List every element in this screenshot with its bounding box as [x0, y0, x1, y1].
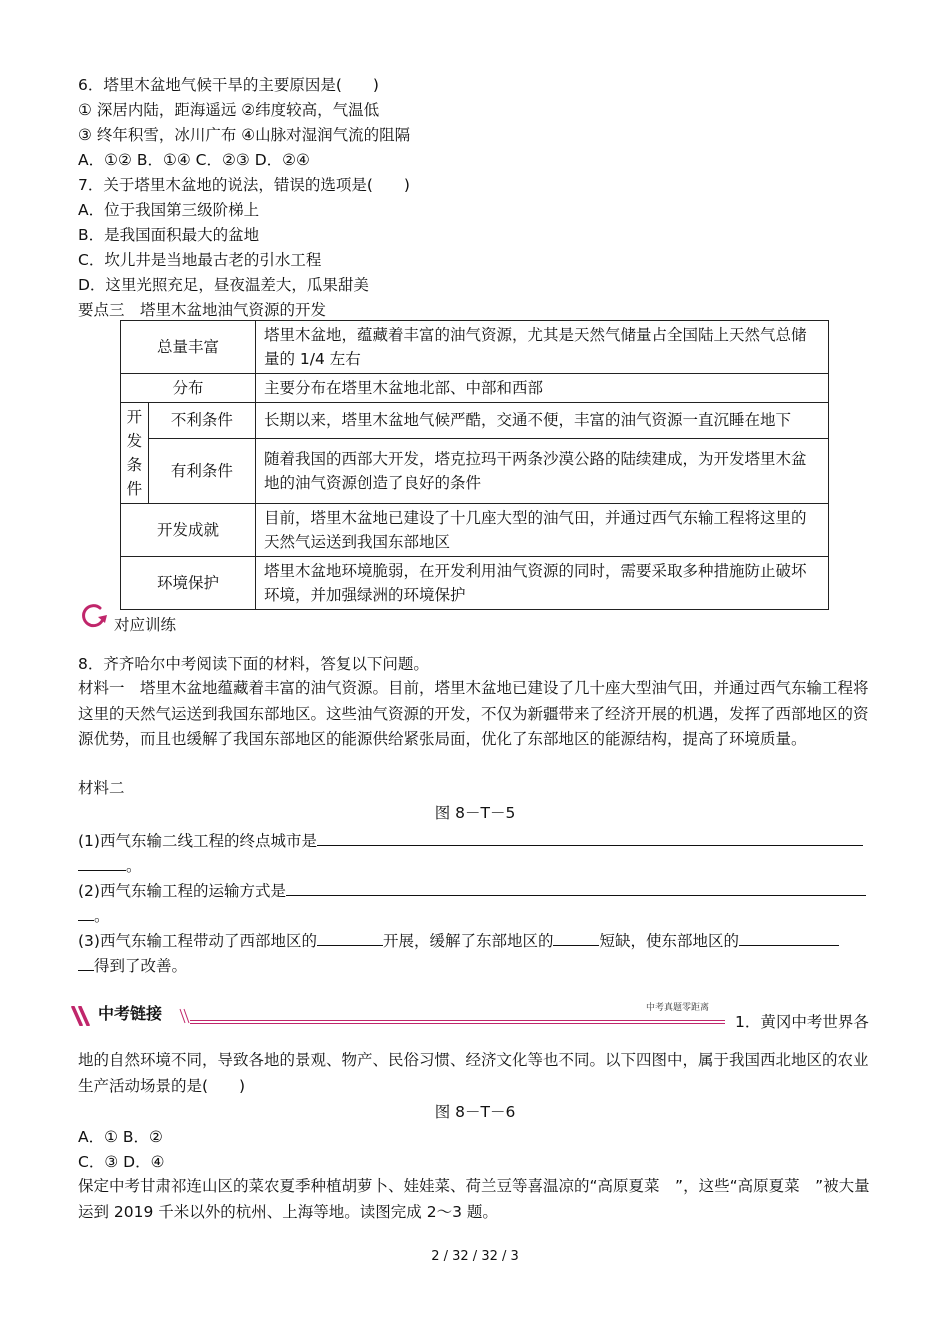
- q8-sub3-b: 开展，缓解了东部地区的: [382, 932, 554, 950]
- keypoint-title: 要点三 塔里木盆地油气资源的开发: [78, 301, 327, 319]
- q1-stem: 地的自然环境不同，导致各地的景观、物产、民俗习惯、经济文化等也不同。以下四图中，属于我国西北地区的农业生产活动场景的是( ): [78, 1051, 869, 1095]
- q8-sub2-cont: [78, 903, 110, 927]
- answer-blank[interactable]: [78, 953, 94, 971]
- q8-stem: 8．齐齐哈尔中考阅读下面的材料，答复以下问题。: [78, 655, 429, 673]
- answer-blank[interactable]: [317, 828, 863, 846]
- q8-material-1: 材料一 塔里木盆地蕴藏着丰富的油气资源。目前，塔里木盆地已建设了几十座大型油气田，并通过西气东输工程将这里的天然气运送到我国东部地区。这些油气资源的开发，不仅为新疆带来了经济开展的机遇，发挥了西部地区的资源优势，而且也缓解了我国东部地区的能源供给紧张局面，优化了东部地区的能源结构，提高了环境质量。: [78, 679, 869, 748]
- q8-sub3-c: 短缺，使东部地区的: [599, 932, 739, 950]
- page-footer: 2 / 32 / 32 / 3: [431, 1249, 519, 1264]
- row-heading: 总量丰富: [121, 321, 256, 374]
- q8-sub1-end: 。: [126, 857, 142, 875]
- table-row: [121, 438, 829, 503]
- row-text: 长期以来，塔里木盆地气候严酷，交通不便，丰富的油气资源一直沉睡在地下: [256, 403, 829, 439]
- keypoint-table: [120, 320, 829, 610]
- answer-blank[interactable]: [78, 903, 94, 921]
- table-row: [121, 374, 829, 403]
- figure-label-8-t-6: 图 8－T－6: [434, 1103, 516, 1121]
- row-subheading: 不利条件: [148, 403, 255, 439]
- q1-options-2: C．③ D．④: [78, 1153, 165, 1171]
- q6-options-2: ③ 终年积雪，冰川广布 ④山脉对湿润气流的阻隔: [78, 126, 411, 144]
- q8-sub3: [78, 928, 839, 952]
- q8-sub2-end: 。: [94, 907, 110, 925]
- group-heading-development-conditions: [121, 403, 149, 504]
- q8-sub1-cont: [78, 853, 142, 877]
- q8-sub3-a: (3)西气东输工程带动了西部地区的: [78, 932, 317, 950]
- answer-blank[interactable]: [553, 928, 599, 946]
- row-text: 随着我国的西部大开发，塔克拉玛干两条沙漠公路的陆续建成，为开发塔里木盆地的油气资源创造了良好的条件: [256, 438, 829, 503]
- table-row: [121, 557, 829, 610]
- q8-sub1: [78, 828, 863, 852]
- q8-sub1-text: (1)西气东输二线工程的终点城市是: [78, 832, 317, 850]
- table-row: [121, 321, 829, 374]
- figure-label-8-t-5: 图 8－T－5: [434, 804, 516, 822]
- row-heading: 环境保护: [121, 557, 256, 610]
- q8-sub2: [78, 878, 866, 902]
- table-row: [121, 403, 829, 439]
- banner-tagline: 中考真题零距离: [646, 1003, 710, 1013]
- group-heading-char: 件: [126, 480, 143, 498]
- row-heading: 开发成就: [121, 504, 256, 557]
- practice-label: 对应训练: [114, 616, 177, 634]
- row-subheading: 有利条件: [148, 438, 255, 503]
- q8-material-2: 材料二: [78, 779, 125, 797]
- answer-blank[interactable]: [739, 928, 839, 946]
- table-row: [121, 504, 829, 557]
- q7-option-d: D．这里光照充足，昼夜温差大，瓜果甜美: [78, 276, 369, 294]
- banner-slash-icon: [70, 1006, 92, 1026]
- answer-blank[interactable]: [78, 853, 126, 871]
- q8-sub3-d: 得到了改善。: [94, 957, 188, 975]
- banner-divider: [190, 1023, 725, 1024]
- q8-sub3-cont: [78, 953, 187, 977]
- banner-thin-slash-icon: [178, 1008, 192, 1024]
- banner-title: 中考链接: [98, 1004, 163, 1023]
- q6-options-1: ① 深居内陆，距海遥远 ②纬度较高，气温低: [78, 101, 380, 119]
- q6-stem: 6．塔里木盆地气候干旱的主要原因是( ): [78, 76, 379, 94]
- q1-options-1: A．① B．②: [78, 1128, 163, 1146]
- row-text: 主要分布在塔里木盆地北部、中部和西部: [256, 374, 829, 403]
- q2-intro: 保定中考甘肃祁连山区的菜农夏季种植胡萝卜、娃娃菜、荷兰豆等喜温凉的“高原夏菜 ”，这些“高原夏菜 ”被大量运到 2019 千米以外的杭州、上海等地。读图完成 2～3 题。: [78, 1177, 870, 1221]
- q6-answers: A．①② B．①④ C．②③ D．②④: [78, 151, 310, 169]
- row-text: 塔里木盆地环境脆弱，在开发利用油气资源的同时，需要采取多种措施防止破坏环境，并加强绿洲的环境保护: [256, 557, 829, 610]
- q7-option-a: A．位于我国第三级阶梯上: [78, 201, 260, 219]
- row-text: 塔里木盆地，蕴藏着丰富的油气资源，尤其是天然气储量占全国陆上天然气总储量的 1/4 左右: [256, 321, 829, 374]
- answer-blank[interactable]: [317, 928, 383, 946]
- banner-divider: [190, 1020, 725, 1021]
- curved-arrow-icon: [78, 603, 112, 629]
- row-text: 目前，塔里木盆地已建设了十几座大型的油气田，并通过西气东输工程将这里的天然气运送到我国东部地区: [256, 504, 829, 557]
- group-heading-char: 发: [126, 432, 143, 450]
- q1-start: 1．黄冈中考世界各: [735, 1013, 869, 1031]
- row-heading: 分布: [121, 374, 256, 403]
- answer-blank[interactable]: [286, 878, 866, 896]
- group-heading-char: 开: [126, 408, 143, 426]
- group-heading-char: 条: [126, 456, 143, 474]
- q7-stem: 7．关于塔里木盆地的说法，错误的选项是( ): [78, 176, 410, 194]
- q7-option-b: B．是我国面积最大的盆地: [78, 226, 260, 244]
- q8-sub2-text: (2)西气东输工程的运输方式是: [78, 882, 286, 900]
- q7-option-c: C．坎儿井是当地最古老的引水工程: [78, 251, 322, 269]
